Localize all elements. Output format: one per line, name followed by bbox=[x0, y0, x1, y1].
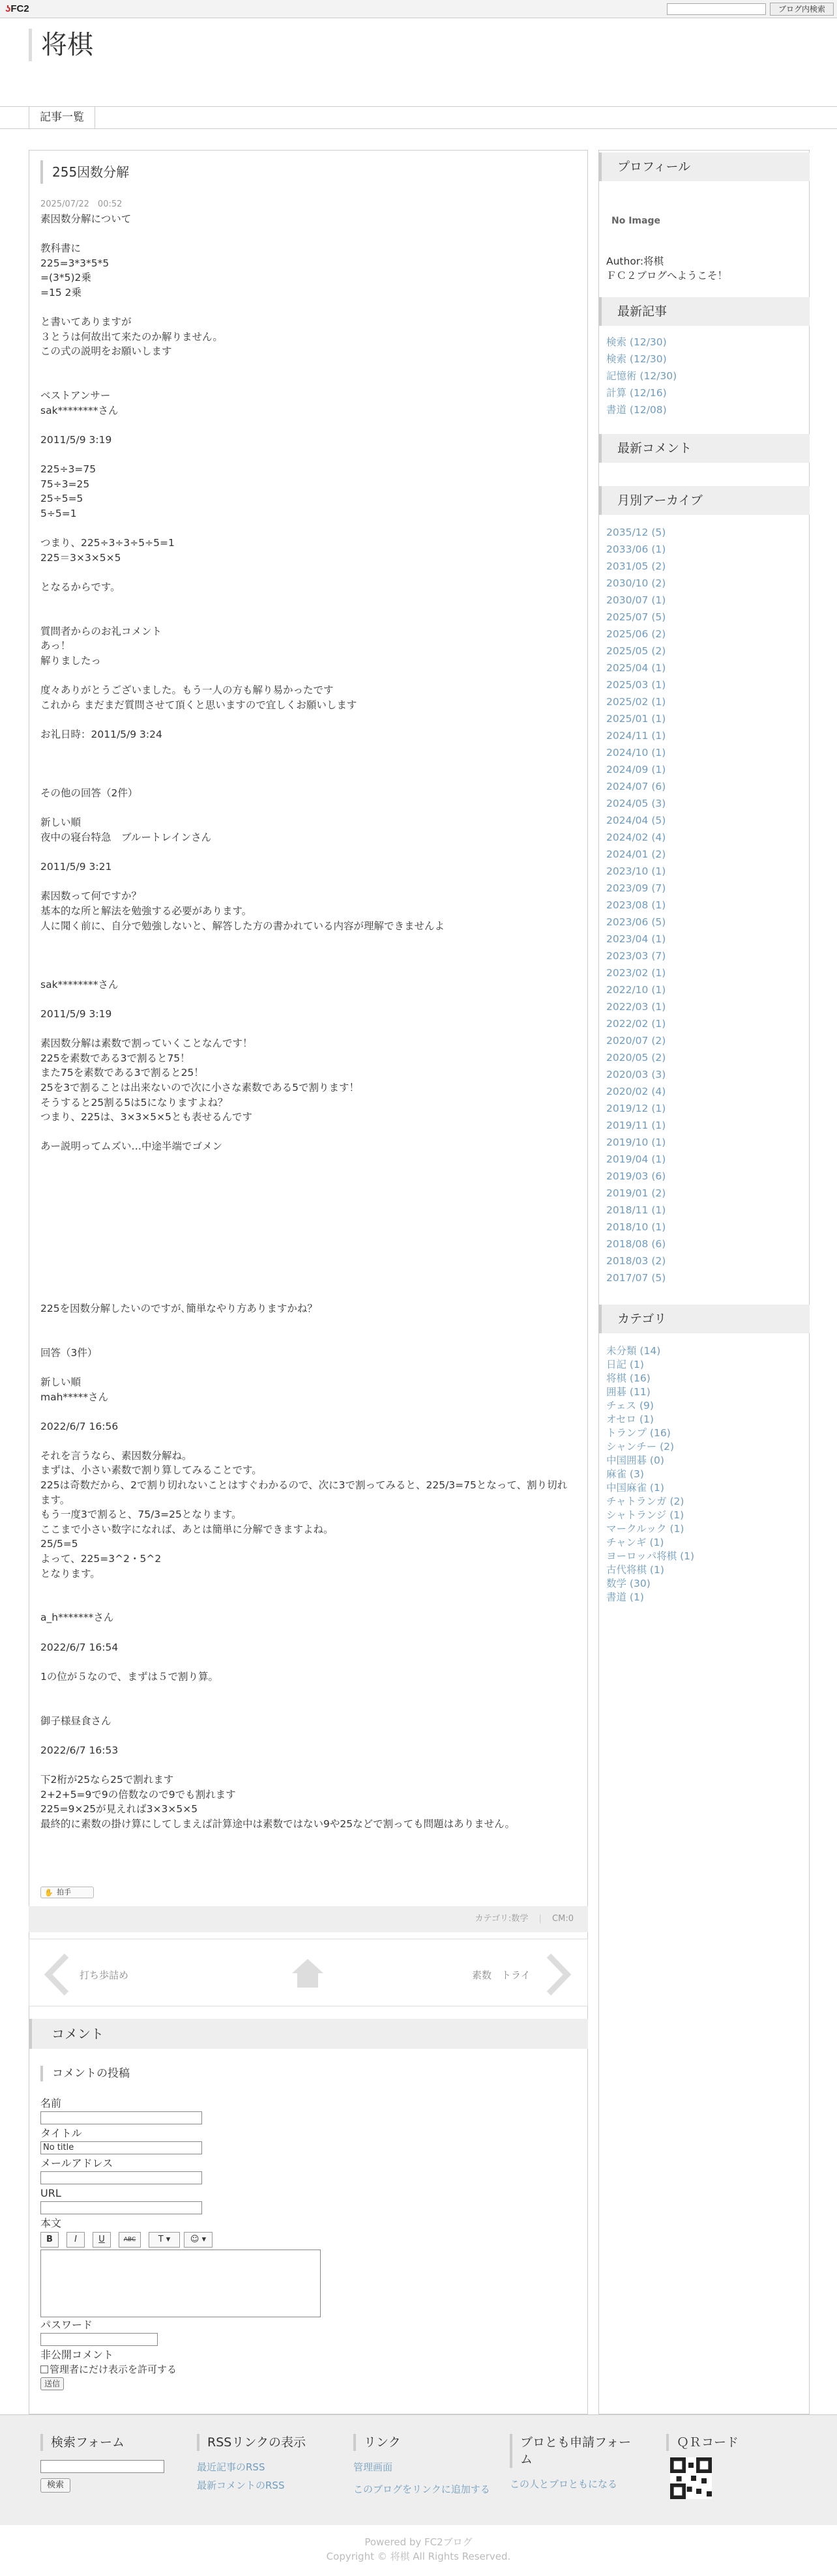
font-size-button[interactable]: T ▾ bbox=[149, 2232, 180, 2248]
archive-link[interactable]: 2025/01 (1) bbox=[606, 713, 666, 725]
footer-rss bbox=[197, 2434, 340, 2493]
underline-button[interactable]: U bbox=[93, 2232, 111, 2248]
prev-entry-link[interactable]: 打ち歩詰め bbox=[80, 1969, 129, 1981]
entry-comment-count[interactable]: CM:0 bbox=[552, 1914, 574, 1924]
title-label: タイトル bbox=[40, 2127, 82, 2139]
category-link[interactable]: 日記 (1) bbox=[606, 1359, 644, 1370]
recent-entry-link[interactable]: 計算 (12/16) bbox=[606, 387, 667, 399]
profile-no-image: No Image bbox=[611, 216, 660, 226]
nav-divider-top bbox=[0, 106, 837, 107]
mail-field[interactable] bbox=[40, 2171, 202, 2184]
category-link[interactable]: ヨーロッパ将棋 (1) bbox=[606, 1550, 695, 1562]
archive-link[interactable]: 2018/08 (6) bbox=[606, 1238, 666, 1250]
category-link[interactable]: マークルック (1) bbox=[606, 1523, 684, 1535]
archive-link[interactable]: 2025/02 (1) bbox=[606, 696, 666, 708]
name-label: 名前 bbox=[40, 2097, 62, 2109]
archive-link[interactable]: 2025/06 (2) bbox=[606, 628, 666, 640]
recent-entry-link[interactable]: 書道 (12/08) bbox=[606, 404, 667, 416]
category-link[interactable]: 将棋 (16) bbox=[606, 1372, 651, 1384]
private-label: 非公開コメント bbox=[40, 2349, 114, 2361]
nav-entry-list[interactable]: 記事一覧 bbox=[29, 106, 95, 128]
entry-category[interactable]: カテゴリ:数学 bbox=[475, 1914, 529, 1924]
fc2-logo[interactable]: ʖFC2 bbox=[5, 3, 29, 14]
category-link[interactable]: 書道 (1) bbox=[606, 1591, 644, 1603]
archive-link[interactable]: 2024/04 (5) bbox=[606, 815, 666, 826]
archive-link[interactable]: 2020/07 (2) bbox=[606, 1035, 666, 1047]
archive-link[interactable]: 2023/04 (1) bbox=[606, 933, 666, 945]
category-link[interactable]: シャンチー (2) bbox=[606, 1441, 675, 1453]
archive-link[interactable]: 2019/10 (1) bbox=[606, 1136, 666, 1148]
archive-link[interactable]: 2024/07 (6) bbox=[606, 781, 666, 792]
comment-post-header: コメントの投稿 bbox=[40, 2066, 130, 2081]
footer-links bbox=[353, 2434, 490, 2496]
archive-link[interactable]: 2023/02 (1) bbox=[606, 967, 666, 979]
profile-welcome: ＦＣ２ブログへようこそ！ bbox=[606, 270, 728, 282]
next-entry-link[interactable]: 素数 トライ bbox=[472, 1969, 531, 1981]
category-link[interactable]: オセロ (1) bbox=[606, 1413, 654, 1425]
chevron-right-icon[interactable] bbox=[544, 1952, 572, 1997]
archive-link[interactable]: 2025/07 (5) bbox=[606, 611, 666, 623]
password-field[interactable] bbox=[40, 2333, 158, 2346]
entry-date: 2025/07/22 00:52 bbox=[40, 199, 123, 209]
clap-button[interactable] bbox=[40, 1887, 94, 1898]
archive-link[interactable]: 2031/05 (2) bbox=[606, 560, 666, 572]
friend-link[interactable]: この人とブロともになる bbox=[510, 2478, 618, 2490]
footer-search-button[interactable]: 検索 bbox=[40, 2478, 70, 2493]
archive-link[interactable]: 2023/03 (7) bbox=[606, 950, 666, 962]
archive-link[interactable]: 2022/03 (1) bbox=[606, 1001, 666, 1013]
archive-link[interactable]: 2018/03 (2) bbox=[606, 1255, 666, 1267]
archive-link[interactable]: 2018/10 (1) bbox=[606, 1221, 666, 1233]
entry-body: 素因数分解について 教科書に 225=3*3*5*5 =(3*5)2乗 =15 2乗 と書いてありますが ３とうは何故出て来たのか解りません。 この式の説明をお願いします ベストアンサー sak********さん 2011/5/9 3:19 225÷3=75 75÷3=25 25÷5=5 5÷5=1 つまり、225÷3÷3÷5÷5=1 225＝3×3×5×5 となるからです。 質問者からのお礼コメント あっ！ 解りましたっ 度々ありがとうございました。もう一人の方も解り易かったです これから まだまだ質問させて頂くと思いますので宜しくお願いします お礼日時：2011/5/9 3:24 その他の回答（2件） 新しい順 夜中の寝台特急 ブルートレインさん 2011/5/9 3:21 素因数って何ですか？ 基本的な所と解法を勉強する必要があります。 人に聞く前に、自分で勉強しないと、解答した方の書かれている内容が理解できませんよ sak********さん 2011/5/9 3:19 素因数分解は素数で割っていくことなんです！ 225を素数である3で割ると75！ また75を素数である3で割ると25！ 25を3で割ることは出来ないので次に小さな素数である5で割ります！ そうすると25割る5は5になりますよね？ つまり、225は、3×3×5×5とも表せるんです あー説明ってムズい…中途半端でゴメン 225を因数分解したいのですが､簡単なやり方ありますかね？ 回答（3件） 新しい順 mah*****さん 2022/6/7 16:56 それを言うなら、素因数分解ね。 まずは、小さい素数で割り算してみることです。 225は奇数だから、2で割り切れないことはすぐわかるので、次に3で割ってみると、225/3=75となって、割り切れます。 もう一度3で割ると、75/3=25となります。 ここまで小さい数字になれば、あとは簡単に分解できますよね。 25/5=5 よって、225=3^2・5^2 となります。 a_h*******さん 2022/6/7 16:54 1の位が５なので、まずは５で割り算。 御子様昼食さん 2022/6/7 16:53 下2桁が25なら25で割れます 2+2+5=9で9の倍数なので9でも割れます 225=9×25が見えれば3×3×5×5 最終的に素数の掛け算にしてしまえば計算途中は素数ではない9や25などで割っても問題はありません。 bbox=[40, 213, 568, 1830]
fc2-toolbar bbox=[0, 0, 837, 18]
nav-divider-bottom bbox=[0, 128, 837, 129]
archive-link[interactable]: 2018/11 (1) bbox=[606, 1204, 666, 1216]
profile-header: プロフィール bbox=[598, 152, 810, 181]
category-link[interactable]: 古代将棋 (1) bbox=[606, 1564, 664, 1576]
copyright: Copyright © 将棋 All Rights Reserved. bbox=[326, 2551, 511, 2562]
archive-link[interactable]: 2024/10 (1) bbox=[606, 747, 666, 759]
archive-link[interactable]: 2019/11 (1) bbox=[606, 1120, 666, 1131]
category-link[interactable]: チャンギ (1) bbox=[606, 1537, 664, 1548]
archive-link[interactable]: 2017/07 (5) bbox=[606, 1272, 666, 1284]
footer-search bbox=[40, 2434, 184, 2493]
recent-comments-header: 最新コメント bbox=[598, 434, 810, 463]
recent-entry-link[interactable]: 検索 (12/30) bbox=[606, 353, 667, 365]
archive-link[interactable]: 2035/12 (5) bbox=[606, 527, 666, 538]
submit-button[interactable]: 送信 bbox=[40, 2377, 64, 2390]
url-label: URL bbox=[40, 2187, 61, 2199]
footer-friend bbox=[510, 2434, 640, 2491]
private-checkbox-label: 管理者にだけ表示を許可する bbox=[50, 2364, 177, 2375]
footer-search-input[interactable] bbox=[40, 2460, 164, 2473]
blog-search-input[interactable] bbox=[667, 3, 766, 15]
archive-header: 月別アーカイブ bbox=[598, 486, 810, 515]
add-link-link[interactable]: このブログをリンクに追加する bbox=[353, 2483, 490, 2495]
archive-link[interactable]: 2020/02 (4) bbox=[606, 1086, 666, 1097]
category-link[interactable]: 麻雀 (3) bbox=[606, 1468, 644, 1480]
admin-link[interactable]: 管理画面 bbox=[353, 2461, 393, 2473]
archive-link[interactable]: 2025/03 (1) bbox=[606, 679, 666, 691]
comment-body-textarea[interactable] bbox=[40, 2250, 321, 2317]
archive-link[interactable]: 2023/06 (5) bbox=[606, 916, 666, 928]
private-checkbox-row[interactable] bbox=[40, 2363, 177, 2376]
powered-by[interactable]: Powered by FC2ブログ bbox=[364, 2536, 473, 2548]
category-header: カテゴリ bbox=[598, 1305, 810, 1333]
category-link[interactable]: 囲碁 (11) bbox=[606, 1386, 651, 1398]
comments-header: コメント bbox=[29, 2019, 588, 2049]
bold-button[interactable]: B bbox=[40, 2232, 59, 2248]
archive-link[interactable]: 2024/09 (1) bbox=[606, 764, 666, 775]
archive-link[interactable]: 2024/02 (4) bbox=[606, 832, 666, 843]
qr-code-icon bbox=[670, 2457, 712, 2499]
footer-links-title: リンク bbox=[353, 2434, 490, 2451]
category-link[interactable]: シャトランジ (1) bbox=[606, 1509, 684, 1521]
category-link[interactable]: トランプ (16) bbox=[606, 1427, 671, 1439]
category-link[interactable]: チャトランガ (2) bbox=[606, 1496, 684, 1507]
strike-button[interactable]: ABC bbox=[119, 2232, 141, 2248]
rss-entries-link[interactable]: 最近記事のRSS bbox=[197, 2461, 265, 2473]
rss-comments-link[interactable]: 最新コメントのRSS bbox=[197, 2480, 285, 2491]
recent-entry-link[interactable]: 記憶術 (12/30) bbox=[606, 370, 677, 382]
password-label: パスワード bbox=[40, 2319, 93, 2331]
mail-label: メールアドレス bbox=[40, 2157, 113, 2169]
entry-footer: カテゴリ:数学 | CM:0 bbox=[29, 1906, 588, 1932]
category-link[interactable]: 中国麻雀 (1) bbox=[606, 1482, 664, 1494]
title-field[interactable]: No title bbox=[40, 2141, 202, 2154]
url-field[interactable] bbox=[40, 2201, 202, 2214]
body-label: 本文 bbox=[40, 2217, 62, 2229]
recent-entry-link[interactable]: 検索 (12/30) bbox=[606, 336, 667, 348]
archive-link[interactable]: 2022/02 (1) bbox=[606, 1018, 666, 1030]
archive-link[interactable]: 2019/03 (6) bbox=[606, 1170, 666, 1182]
clap-icon: ✋ bbox=[44, 1889, 53, 1897]
archive-link[interactable]: 2020/03 (3) bbox=[606, 1069, 666, 1080]
archive-link[interactable]: 2024/05 (3) bbox=[606, 798, 666, 809]
home-icon[interactable] bbox=[291, 1958, 325, 1989]
category-link[interactable]: 中国囲碁 (0) bbox=[606, 1454, 664, 1466]
italic-button[interactable]: I bbox=[66, 2232, 85, 2248]
archive-link[interactable]: 2022/10 (1) bbox=[606, 984, 666, 996]
footer-rss-title: RSSリンクの表示 bbox=[197, 2434, 340, 2451]
blog-search-button[interactable]: ブログ内検索 bbox=[770, 3, 834, 16]
archive-link[interactable]: 2023/08 (1) bbox=[606, 899, 666, 911]
archive-link[interactable]: 2025/04 (1) bbox=[606, 662, 666, 674]
footer-qr bbox=[666, 2434, 797, 2502]
archive-link[interactable]: 2019/01 (2) bbox=[606, 1187, 666, 1199]
blog-title[interactable]: 将棋 bbox=[29, 29, 93, 61]
category-link[interactable]: 未分類 (14) bbox=[606, 1345, 661, 1357]
name-field[interactable] bbox=[40, 2111, 202, 2124]
emoji-button[interactable]: ☺ ▾ bbox=[184, 2232, 213, 2248]
archive-link[interactable]: 2019/04 (1) bbox=[606, 1153, 666, 1165]
footer-friend-title: ブロとも申請フォーム bbox=[510, 2434, 640, 2468]
archive-link[interactable]: 2019/12 (1) bbox=[606, 1103, 666, 1114]
footer-qr-title: ＱＲコード bbox=[666, 2434, 797, 2451]
archive-link[interactable]: 2033/06 (1) bbox=[606, 543, 666, 555]
archive-link[interactable]: 2030/10 (2) bbox=[606, 577, 666, 589]
archive-link[interactable]: 2024/11 (1) bbox=[606, 730, 666, 742]
archive-link[interactable]: 2024/01 (2) bbox=[606, 848, 666, 860]
category-link[interactable]: チェス (9) bbox=[606, 1400, 654, 1411]
archive-link[interactable]: 2023/10 (1) bbox=[606, 865, 666, 877]
footer-search-title: 検索フォーム bbox=[40, 2434, 184, 2451]
archive-link[interactable]: 2030/07 (1) bbox=[606, 594, 666, 606]
chevron-left-icon[interactable] bbox=[43, 1952, 72, 1997]
profile-author[interactable]: Author:将棋 bbox=[606, 255, 664, 267]
category-link[interactable]: 数学 (30) bbox=[606, 1578, 651, 1589]
archive-link[interactable]: 2023/09 (7) bbox=[606, 882, 666, 894]
blog-header bbox=[0, 18, 837, 130]
private-checkbox[interactable] bbox=[40, 2366, 48, 2373]
archive-link[interactable]: 2020/05 (2) bbox=[606, 1052, 666, 1064]
clap-label: 拍手 bbox=[57, 1888, 71, 1896]
recent-entries-header: 最新記事 bbox=[598, 297, 810, 326]
entry-title[interactable]: 255因数分解 bbox=[40, 160, 129, 184]
archive-link[interactable]: 2025/05 (2) bbox=[606, 645, 666, 657]
